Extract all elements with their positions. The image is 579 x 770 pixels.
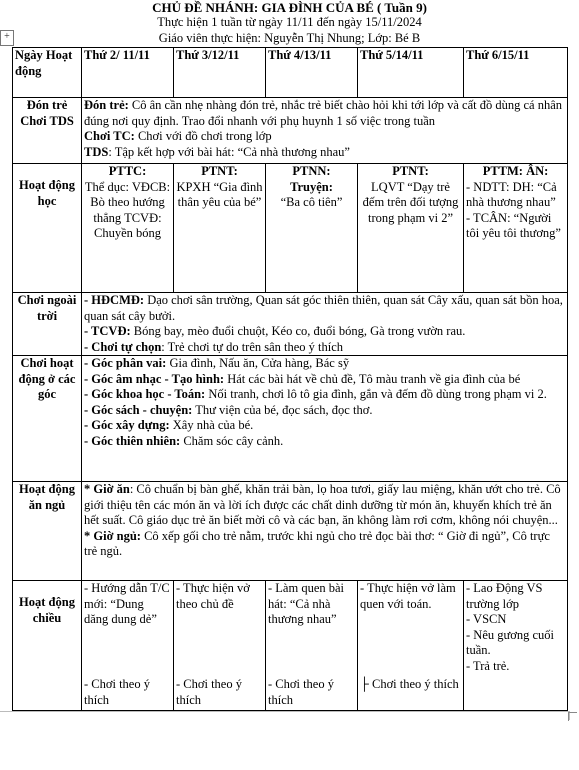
plan-dates: Thực hiện 1 tuần từ ngày 11/11 đến ngày 15/11/2024: [157, 15, 422, 29]
table-row-learning: [13, 164, 568, 293]
learning-wed-sub: Truyện:: [290, 179, 333, 194]
learning-thu-text: LQVT “Dạy trẻ đếm trên đối tượng trong phạm vi 2”: [362, 179, 459, 225]
afternoon-mon-text: - Hướng dẫn T/C mới: “Dung dăng dung dẻ”: [84, 581, 170, 626]
page-break: [0, 711, 570, 720]
morning-l3: : Tập kết hợp với bài hát: “Cả nhà thương nhau”: [108, 144, 350, 159]
outdoor-l2-bold: - TCVĐ:: [84, 324, 131, 338]
day-header-fri: Thứ 6/15/11: [464, 48, 568, 98]
learning-fri-a: - NDTT: DH: “Cả nhà thương nhau”: [466, 179, 557, 209]
meal-content: [82, 482, 568, 581]
corner-g3: Nối tranh, chơi lô tô gia đình, gắn và đếm đồ dùng trong phạm vi 2.: [205, 387, 547, 401]
morning-l1-bold: Đón trẻ:: [84, 98, 129, 112]
plan-title: CHỦ ĐỀ NHÁNH: GIA ĐÌNH CỦA BÉ ( Tuần 9): [152, 0, 427, 15]
day-header-mon: Thứ 2/ 11/11: [82, 48, 174, 98]
outdoor-l3-bold: - Chơi tự chọn: [84, 339, 162, 354]
corner-g5: Xây nhà của bé.: [169, 418, 254, 432]
meal-l1-bold: * Giờ ăn: [84, 482, 130, 496]
learning-tue: [174, 164, 266, 293]
afternoon-label: Hoạt động chiều: [13, 581, 82, 711]
table-row-header: [13, 48, 568, 98]
morning-l3-bold: TDS: [84, 144, 109, 159]
plan-teacher: Giáo viên thực hiện: Nguyễn Thị Nhung; Lớp: Bé B: [158, 31, 421, 45]
learning-wed: [266, 164, 358, 293]
outdoor-l2: Bóng bay, mèo đuổi chuột, Kéo co, đuổi bóng, Gà trong vườn rau.: [130, 324, 466, 338]
learning-mon-type: PTTC:: [108, 164, 147, 178]
afternoon-thu-play: ├ Chơi theo ý thích: [360, 677, 459, 691]
table-row-afternoon: [13, 581, 568, 711]
table-row-meal: [13, 482, 568, 581]
page-corner-mark: [568, 712, 577, 721]
corner-g1: Gia đình, Nấu ăn, Cửa hàng, Bác sỹ: [166, 356, 350, 370]
outdoor-l3: : Trẻ chơi tự do trên sân theo ý thích: [161, 339, 344, 354]
afternoon-thu: [358, 581, 464, 711]
afternoon-tue: [174, 581, 266, 711]
learning-label: Hoạt động học: [13, 164, 82, 293]
outdoor-label: Chơi ngoài trời: [13, 293, 82, 356]
afternoon-tue-text: - Thực hiện vở theo chủ đề: [176, 581, 250, 611]
outdoor-content: [82, 293, 568, 356]
meal-label: Hoạt động ăn ngủ: [13, 482, 82, 581]
afternoon-thu-text: - Thực hiện vở làm quen với toán.: [360, 581, 456, 611]
table-row-outdoor: [13, 293, 568, 356]
table-row-morning: [13, 98, 568, 164]
corner-g3-bold: - Góc khoa học - Toán:: [84, 387, 206, 401]
corner-g6: Chăm sóc cây cảnh.: [180, 433, 284, 448]
morning-l2: Chơi với đồ chơi trong lớp: [134, 129, 272, 143]
table-row-corners: [13, 356, 568, 482]
outdoor-l1: Dạo chơi sân trường, Quan sát góc thiên thiên, quan sát Cây xấu, quan sát bồn hoa, quan sát cây bưởi.: [84, 293, 563, 323]
afternoon-tue-play: - Chơi theo ý thích: [176, 677, 242, 707]
afternoon-wed-play: - Chơi theo ý thích: [268, 677, 334, 707]
corners-label: Chơi hoạt động ở các góc: [13, 356, 82, 482]
learning-thu-type: PTNT:: [392, 164, 429, 178]
corner-g4-bold: - Góc sách - chuyện:: [84, 402, 193, 417]
meal-l1: : Cô chuẩn bị bàn ghế, khăn trải bàn, lọ hoa tươi, giấy lau miệng, khăn ướt cho trẻ. Cô giới thiệu tên các món ăn và lời ích được các chất dinh dưỡng từ món ăn, khuyến khích trẻ ăn hết suất. Cô giáo dục trẻ ăn biết mời cô và các bạn, ăn không làm rơi cơm, không nói chuyện...: [84, 482, 561, 527]
learning-wed-type: PTNN:: [292, 164, 331, 178]
meal-l2: Cô xếp gối cho trẻ nằm, trước khi ngủ cho trẻ đọc bài thơ: “ Giờ đi ngủ”, Cô trực trẻ ngủ.: [84, 528, 550, 558]
corner-g2: Hát các bài hát về chủ đề, Tô màu tranh về gia đình của bé: [224, 371, 521, 386]
morning-content: [82, 98, 568, 164]
meal-l2-bold: * Giờ ngủ:: [84, 528, 141, 543]
day-header-thu: Thứ 5/14/11: [358, 48, 464, 98]
afternoon-mon-play: - Chơi theo ý thích: [84, 677, 150, 707]
corners-content: [82, 356, 568, 482]
learning-tue-type: PTNT:: [201, 164, 238, 178]
corner-g1-bold: - Góc phân vai:: [84, 356, 167, 370]
day-header-tue: Thứ 3/12/11: [174, 48, 266, 98]
outdoor-l1-bold: - HĐCMĐ:: [84, 293, 145, 307]
learning-fri-b: - TCÂN: “Người tôi yêu tôi thương”: [466, 210, 561, 240]
weekly-schedule-table: [12, 47, 568, 711]
day-header-wed: Thứ 4/13/11: [266, 48, 358, 98]
learning-fri: [464, 164, 568, 293]
corner-g5-bold: - Góc xây dựng:: [84, 418, 170, 432]
corner-label: Ngày Hoạt động: [13, 48, 82, 98]
afternoon-fri: - Lao Động VS trường lớp - VSCN - Nêu gương cuối tuần. - Trả trẻ.: [464, 581, 568, 711]
corner-g4: Thư viện của bé, đọc sách, đọc thơ.: [192, 402, 373, 417]
table-move-handle-icon[interactable]: +: [0, 30, 14, 46]
learning-thu: [358, 164, 464, 293]
learning-fri-type: PTTM: ÂN:: [482, 164, 549, 178]
afternoon-wed-text: - Làm quen bài hát: “Cả nhà thương nhau”: [268, 581, 345, 626]
morning-l2-bold: Chơi TC:: [84, 129, 135, 143]
morning-l1: Cô ân cần nhẹ nhàng đón trẻ, nhắc trẻ biết chào hỏi khi tới lớp và cất đồ dùng cá nhân đúng nơi quy định. Trao đổi nhanh với phụ huynh 1 số việc trong tuần: [84, 98, 563, 128]
corner-g6-bold: - Góc thiên nhiên:: [84, 433, 181, 448]
afternoon-mon: [82, 581, 174, 711]
learning-tue-text: KPXH “Gia đình thân yêu của bé”: [176, 179, 263, 209]
learning-wed-text: “Ba cô tiên”: [280, 195, 343, 209]
corner-g2-bold: - Góc âm nhạc - Tạo hình:: [84, 371, 225, 386]
learning-mon-text: Thể dục: VĐCB: Bò theo hướng thẳng TCVĐ: Chuyền bóng: [84, 179, 171, 240]
learning-mon: [82, 164, 174, 293]
morning-label: Đón trẻ Chơi TDS: [13, 98, 82, 164]
afternoon-wed: [266, 581, 358, 711]
